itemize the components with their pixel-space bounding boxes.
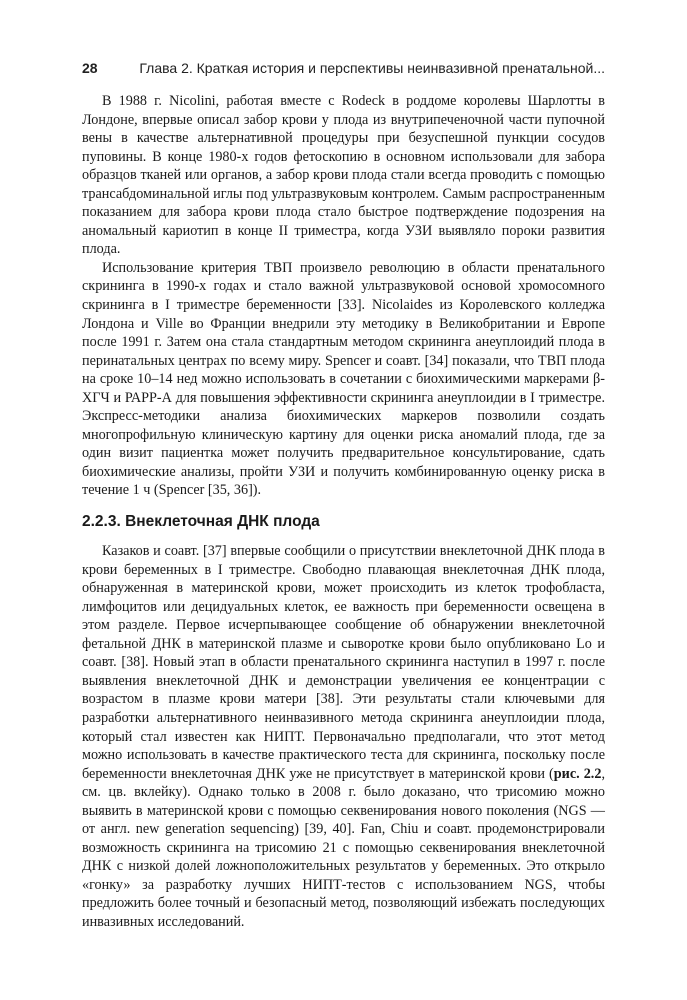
figure-reference: рис. 2.2 [553,765,602,782]
page-number: 28 [82,60,98,76]
page-header [82,60,605,76]
paragraph-nt-screening: Использование критерия ТВП произвело революцию в области пренатального скрининга в 1990-х годах и стало важной ультразвуковой основой хромосомного скрининга в I триместре беременности [33]. Nicolaides из Королевского колледжа Лондона и Ville во Франции внедрили эту методику в Великобритании и Европе после 1991 г. Затем она стала стандартным методом скрининга анеуплоидий плода в перинатальных центрах по всему миру. Spencer и соавт. [34] показали, что ТВП плода на сроке 10–14 нед можно использовать в сочетании с биохимическими маркерами β-ХГЧ и РАРР-А для повышения эффективности скрининга анеуплоидии в I триместре. Экспресс-методики анализа биохимических маркеров позволили создать многопрофильную клиническую картину для оценки риска аномалий плода, где за один визит пациентка может получить предварительное консультирование, сдать биохимические анализы, пройти УЗИ и получить комбинированную оценку риска в течение 1 ч (Spencer [35, 36]). [82,259,605,499]
section-heading: 2.2.3. Внеклеточная ДНК плода [82,513,320,531]
page-body [82,92,605,932]
paragraph-text-part1: Казаков и соавт. [37] впервые сообщили о присутствии внеклеточной ДНК плода в крови беременных в I триместре. Свободно плавающая внеклеточная ДНК плода, обнаруженная в материнской крови, может происходить из клеток трофобласта, лимфоцитов или децидуальных клеток, ее важность при беременности освещена в этом разделе. Первое исчерпывающее сообщение об обнаружении внеклеточной фетальной ДНК в материнской плазме и сыворотке крови было опубликовано Lo и соавт. [38]. Новый этап в области пренатального скрининга наступил в 1997 г. после выявления внеклеточной ДНК и демонстрации увеличения ее концентрации с возрастом в плазме крови матери [38]. Эти результаты стали ключевыми для разработки альтернативного неинвазивного метода скрининга анеуплоидии плода, который стал известен как НИПТ. Первоначально предполагали, что этот метод можно использовать в качестве практического теста для скрининга, поскольку после беременности внеклеточная ДНК уже не присутствует в материнской крови ( [82,543,605,782]
paragraph-cell-free-dna [82,542,605,931]
running-title: Глава 2. Краткая история и перспективы неинвазивной пренатальной... [139,60,605,76]
paragraph-text-part2: , см. цв. вклейку). Однако только в 2008 г. было доказано, что трисомию можно выявить в материнской крови с помощью секвенирования нового поколения (NGS — от англ. new generation sequencing) [39, 40]. Fan, Chiu и соавт. продемонстрировали возможность скрининга на трисомию 21 с помощью секвенирования внеклеточной ДНК с низкой долей ложноположительных результатов у беременных. Это открыло «гонку» за разработку лучших НИПТ-тестов с использованием NGS, чтобы предложить более точный и безопасный метод, позволяющий избежать последующих инвазивных исследований. [82,765,605,930]
paragraph-fetal-blood-sampling: В 1988 г. Nicolini, работая вместе с Rodeck в роддоме королевы Шарлотты в Лондоне, впервые описал забор крови у плода из внутрипеченочной части пупочной вены в качестве альтернативной процедуры при безуспешной пункции сосудов пуповины. В конце 1980-х годов фетоскопию в основном использовали для забора образцов тканей или органов, а забор крови плода стали всегда проводить с помощью трансабдоминальной иглы под ультразвуковым контролем. Самым распространенным показанием для забора крови плода стало быстрое подтверждение подозрения на аномальный кариотип в конце II триместра, когда УЗИ выявляло пороки развития плода. [82,93,605,258]
